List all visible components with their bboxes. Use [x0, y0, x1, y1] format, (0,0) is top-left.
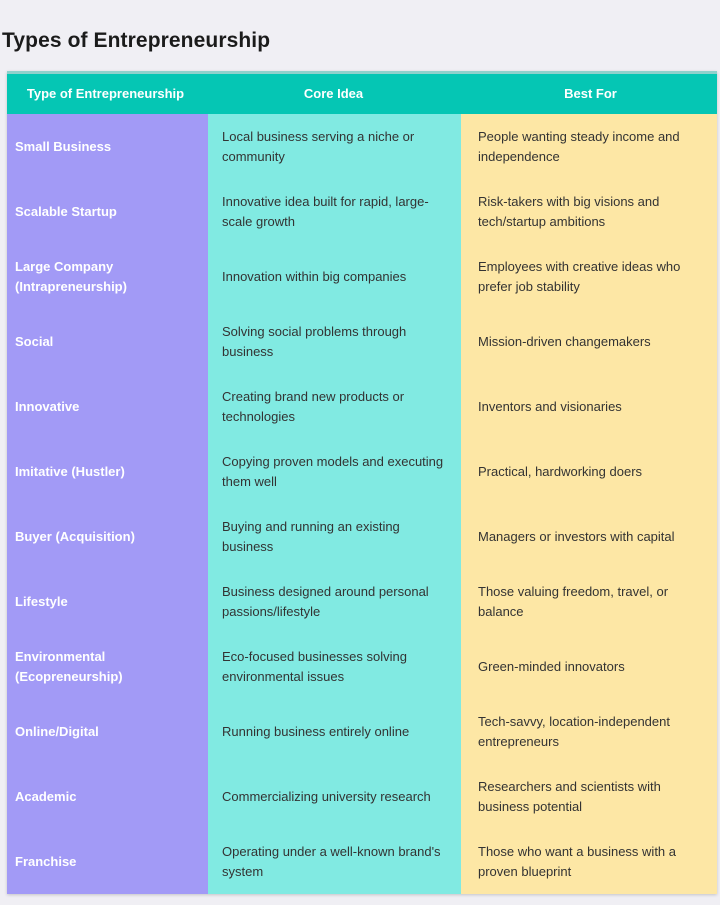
core-idea-cell: Innovation within big companies: [208, 244, 461, 309]
table-row: [7, 764, 717, 829]
core-idea-cell: Commercializing university research: [208, 764, 461, 829]
type-cell: Environmental (Ecopreneurship): [7, 634, 208, 699]
best-for-cell: Mission-driven changemakers: [461, 309, 717, 374]
core-idea-cell: Copying proven models and executing them well: [208, 439, 461, 504]
page-title: Types of Entrepreneurship: [2, 29, 271, 52]
table-row: [7, 114, 717, 179]
best-for-cell: Practical, hardworking doers: [461, 439, 717, 504]
core-idea-cell: Local business serving a niche or community: [208, 114, 461, 179]
table-row: [7, 829, 717, 894]
table-body: [7, 114, 717, 894]
type-cell: Academic: [7, 764, 208, 829]
core-idea-cell: Buying and running an existing business: [208, 504, 461, 569]
best-for-cell: Managers or investors with capital: [461, 504, 717, 569]
table-row: [7, 309, 717, 374]
type-cell: Buyer (Acquisition): [7, 504, 208, 569]
table-header-row: [7, 71, 717, 114]
best-for-cell: Green-minded innovators: [461, 634, 717, 699]
table-row: [7, 179, 717, 244]
table-row: [7, 504, 717, 569]
best-for-cell: Those who want a business with a proven blueprint: [461, 829, 717, 894]
type-cell: Scalable Startup: [7, 179, 208, 244]
table-row: [7, 374, 717, 439]
type-cell: Franchise: [7, 829, 208, 894]
table-row: [7, 699, 717, 764]
type-cell: Large Company (Intrapreneurship): [7, 244, 208, 309]
type-cell: Online/Digital: [7, 699, 208, 764]
best-for-cell: Risk-takers with big visions and tech/startup ambitions: [461, 179, 717, 244]
table-row: [7, 569, 717, 634]
type-cell: Lifestyle: [7, 569, 208, 634]
core-idea-cell: Innovative idea built for rapid, large-scale growth: [208, 179, 461, 244]
table-row: [7, 439, 717, 504]
column-header-core-idea: Core Idea: [303, 86, 364, 101]
core-idea-cell: Solving social problems through business: [208, 309, 461, 374]
type-cell: Innovative: [7, 374, 208, 439]
type-cell: Small Business: [7, 114, 208, 179]
best-for-cell: Employees with creative ideas who prefer job stability: [461, 244, 717, 309]
column-header-type-of-entrepreneurship: Type of Entrepreneurship: [26, 86, 185, 101]
column-header-best-for: Best For: [564, 86, 617, 101]
table-row: [7, 634, 717, 699]
best-for-cell: Researchers and scientists with business potential: [461, 764, 717, 829]
table-row: [7, 244, 717, 309]
best-for-cell: Tech-savvy, location-independent entrepreneurs: [461, 699, 717, 764]
entrepreneurship-types-table: [7, 71, 717, 894]
core-idea-cell: Running business entirely online: [208, 699, 461, 764]
core-idea-cell: Eco-focused businesses solving environmental issues: [208, 634, 461, 699]
best-for-cell: People wanting steady income and independence: [461, 114, 717, 179]
best-for-cell: Inventors and visionaries: [461, 374, 717, 439]
core-idea-cell: Creating brand new products or technologies: [208, 374, 461, 439]
core-idea-cell: Operating under a well-known brand's system: [208, 829, 461, 894]
best-for-cell: Those valuing freedom, travel, or balance: [461, 569, 717, 634]
core-idea-cell: Business designed around personal passions/lifestyle: [208, 569, 461, 634]
type-cell: Social: [7, 309, 208, 374]
type-cell: Imitative (Hustler): [7, 439, 208, 504]
